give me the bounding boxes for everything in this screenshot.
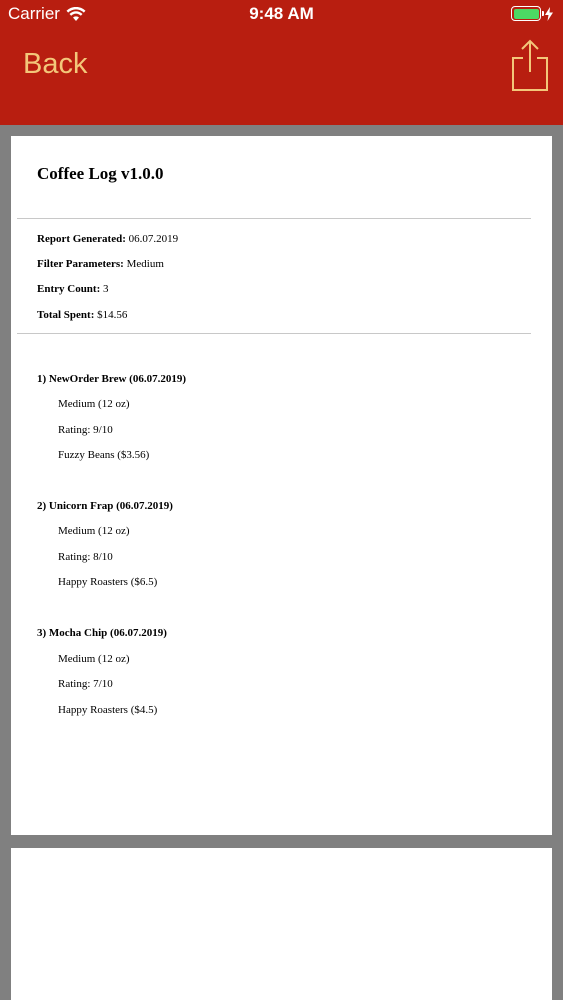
entry-title: 1) NewOrder Brew (06.07.2019) (37, 373, 186, 385)
status-bar (0, 0, 563, 28)
pdf-page-1[interactable] (11, 136, 552, 835)
meta-report-generated: Report Generated: 06.07.2019 (37, 233, 179, 245)
entry-size: Medium (12 oz) (58, 525, 130, 537)
entry-vendor: Happy Roasters ($4.5) (58, 704, 158, 716)
divider (17, 333, 531, 334)
pdf-page-2[interactable] (11, 848, 552, 1000)
carrier-label: Carrier (8, 4, 60, 23)
status-right (511, 6, 553, 21)
entry-rating: Rating: 7/10 (58, 678, 113, 690)
divider (17, 218, 531, 219)
entry-rating: Rating: 8/10 (58, 551, 113, 563)
charging-bolt-icon (545, 7, 553, 21)
meta-total-spent: Total Spent: $14.56 (37, 309, 128, 321)
entry-vendor: Happy Roasters ($6.5) (58, 576, 158, 588)
battery-icon (511, 6, 541, 21)
entry-title: 3) Mocha Chip (06.07.2019) (37, 627, 167, 639)
meta-entry-count: Entry Count: 3 (37, 283, 109, 295)
status-time: 9:48 AM (249, 4, 314, 23)
entry-rating: Rating: 9/10 (58, 424, 113, 436)
entry-title: 2) Unicorn Frap (06.07.2019) (37, 500, 173, 512)
entry-size: Medium (12 oz) (58, 653, 130, 665)
share-icon (511, 38, 549, 92)
meta-filter-parameters: Filter Parameters: Medium (37, 258, 164, 270)
back-button[interactable]: Back (23, 48, 88, 80)
report-title: Coffee Log v1.0.0 (37, 164, 164, 183)
navigation-bar (0, 28, 563, 125)
share-button[interactable] (511, 38, 549, 92)
entry-vendor: Fuzzy Beans ($3.56) (58, 449, 150, 461)
entry-size: Medium (12 oz) (58, 398, 130, 410)
